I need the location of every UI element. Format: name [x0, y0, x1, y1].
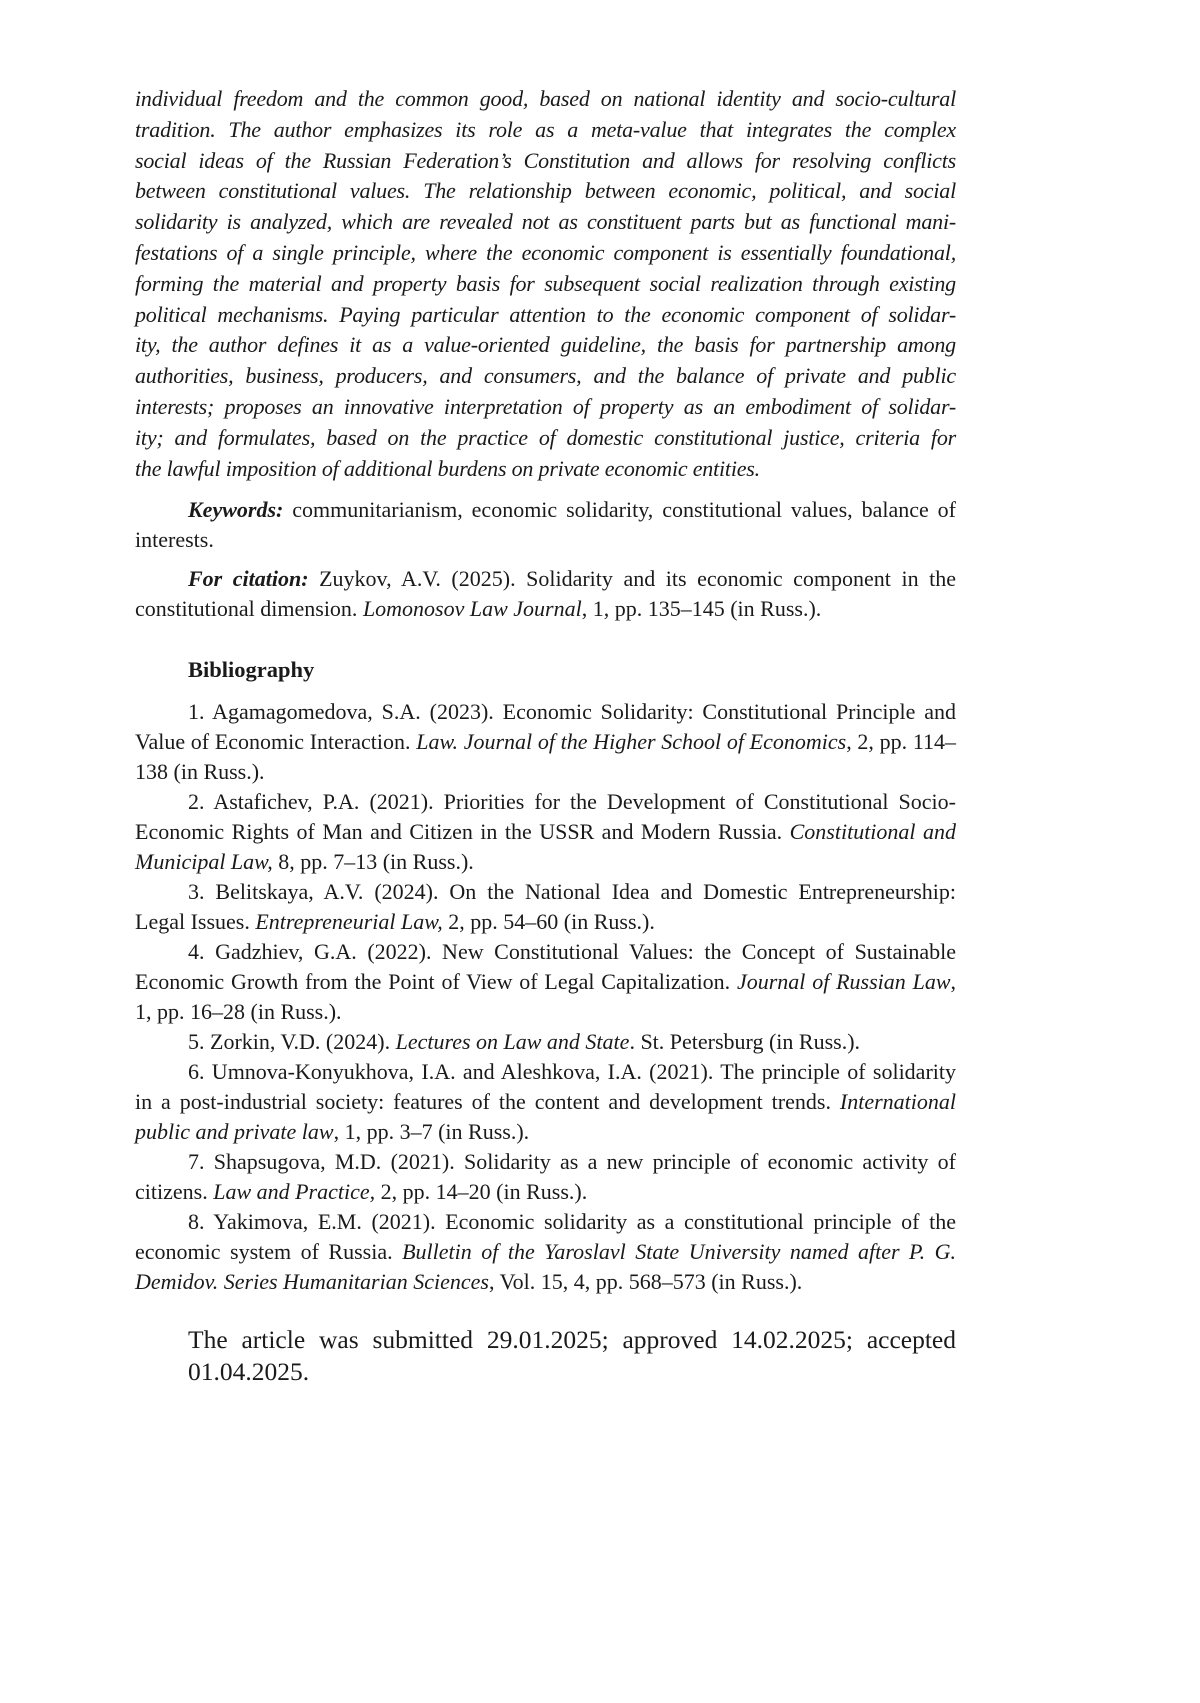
- entry-text: 8. Yakimova, E.M. (2021). Economic solidarity as a constitutional principle of the economic system of Russia.: [135, 1209, 956, 1264]
- bibliography-list: [135, 697, 956, 1297]
- abstract-line: tradition. The author emphasizes its role as a meta-value that integrates the complex: [135, 115, 956, 146]
- entry-source: Bulletin of the Yaroslavl State University named after P. G. Demidov. Series Humanitarian Sciences: [135, 1239, 956, 1294]
- bibliography-entry: [135, 1207, 956, 1297]
- citation-label: For citation:: [188, 566, 309, 591]
- abstract-line: festations of a single principle, where the economic component is essentially foundational,: [135, 238, 956, 269]
- bibliography-entry: [135, 697, 956, 787]
- abstract-line: the lawful imposition of additional burdens on private economic entities.: [135, 454, 956, 485]
- entry-tail: , 2, pp. 114–138 (in Russ.).: [135, 729, 956, 784]
- bibliography-entry: [135, 1027, 956, 1057]
- keywords-label: Keywords:: [188, 497, 283, 522]
- entry-source: Law and Practice,: [213, 1179, 375, 1204]
- abstract-line: political mechanisms. Paying particular attention to the economic component of solidar-: [135, 300, 956, 331]
- entry-source: Entrepreneurial Law,: [255, 909, 442, 934]
- entry-source: Lectures on Law and State: [396, 1029, 630, 1054]
- entry-text: 5. Zorkin, V.D. (2024).: [188, 1029, 396, 1054]
- entry-tail: , 1, pp. 16–28 (in Russ.).: [135, 969, 956, 1024]
- abstract-line: social ideas of the Russian Federation’s Constitution and allows for resolving conflicts: [135, 146, 956, 177]
- bibliography-heading: Bibliography: [188, 655, 956, 685]
- entry-tail: , 1, pp. 3–7 (in Russ.).: [334, 1119, 530, 1144]
- entry-source: Law. Journal of the Higher School of Economics: [416, 729, 846, 754]
- submission-dates: The article was submitted 29.01.2025; approved 14.02.2025; accepted 01.04.2025.: [188, 1324, 956, 1388]
- bibliography-entry: [135, 877, 956, 937]
- abstract-line: ity, the author defines it as a value-oriented guideline, the basis for partnership among: [135, 330, 956, 361]
- citation-tail: , 1, pp. 135–145 (in Russ.).: [582, 596, 822, 621]
- abstract-line: authorities, business, producers, and consumers, and the balance of private and public: [135, 361, 956, 392]
- entry-source: Constitutional and Municipal Law,: [135, 819, 956, 874]
- keywords-text: communitarianism, economic solidarity, constitutional values, balance of interests.: [135, 497, 956, 552]
- bibliography-entry: [135, 937, 956, 1027]
- abstract: [135, 84, 956, 484]
- bibliography-entry: [135, 1057, 956, 1147]
- entry-text: 1. Agamagomedova, S.A. (2023). Economic Solidarity: Constitutional Principle and Value of Economic Interaction.: [135, 699, 956, 754]
- entry-source: International public and private law: [135, 1089, 956, 1144]
- entry-text: 2. Astafichev, P.A. (2021). Priorities for the Development of Constitutional Socio-Economic Rights of Man and Citizen in the USSR and Modern Russia.: [135, 789, 956, 844]
- entry-source: Journal of Russian Law: [737, 969, 951, 994]
- entry-tail: 8, pp. 7–13 (in Russ.).: [273, 849, 474, 874]
- abstract-line: ity; and formulates, based on the practice of domestic constitutional justice, criteria for: [135, 423, 956, 454]
- abstract-line: interests; proposes an innovative interpretation of property as an embodiment of solidar-: [135, 392, 956, 423]
- entry-tail: . St. Petersburg (in Russ.).: [629, 1029, 860, 1054]
- citation-text: Zuykov, A.V. (2025). Solidarity and its economic component in the constitutional dimension.: [135, 566, 956, 621]
- bibliography-entry: [135, 787, 956, 877]
- citation: [135, 564, 956, 624]
- entry-tail: , Vol. 15, 4, pp. 568–573 (in Russ.).: [489, 1269, 802, 1294]
- entry-text: 3. Belitskaya, A.V. (2024). On the National Idea and Domestic Entrepreneurship: Legal Issues.: [135, 879, 956, 934]
- bibliography-entry: [135, 1147, 956, 1207]
- abstract-line: between constitutional values. The relationship between economic, political, and social: [135, 176, 956, 207]
- entry-text: 7. Shapsugova, M.D. (2021). Solidarity as a new principle of economic activity of citizens.: [135, 1149, 956, 1204]
- abstract-line: individual freedom and the common good, based on national identity and socio-cultural: [135, 84, 956, 115]
- citation-journal: Lomonosov Law Journal: [363, 596, 582, 621]
- abstract-line: solidarity is analyzed, which are revealed not as constituent parts but as functional mani-: [135, 207, 956, 238]
- entry-text: 6. Umnova-Konyukhova, I.A. and Aleshkova, I.A. (2021). The principle of solidarity in a post-industrial society: features of the content and development trends.: [135, 1059, 956, 1114]
- abstract-line: forming the material and property basis for subsequent social realization through existing: [135, 269, 956, 300]
- entry-tail: 2, pp. 54–60 (in Russ.).: [443, 909, 655, 934]
- entry-text: 4. Gadzhiev, G.A. (2022). New Constitutional Values: the Concept of Sustainable Economic Growth from the Point of View of Legal Capitalization.: [135, 939, 956, 994]
- document-page: [135, 84, 956, 1388]
- entry-tail: 2, pp. 14–20 (in Russ.).: [375, 1179, 587, 1204]
- keywords: [135, 495, 956, 555]
